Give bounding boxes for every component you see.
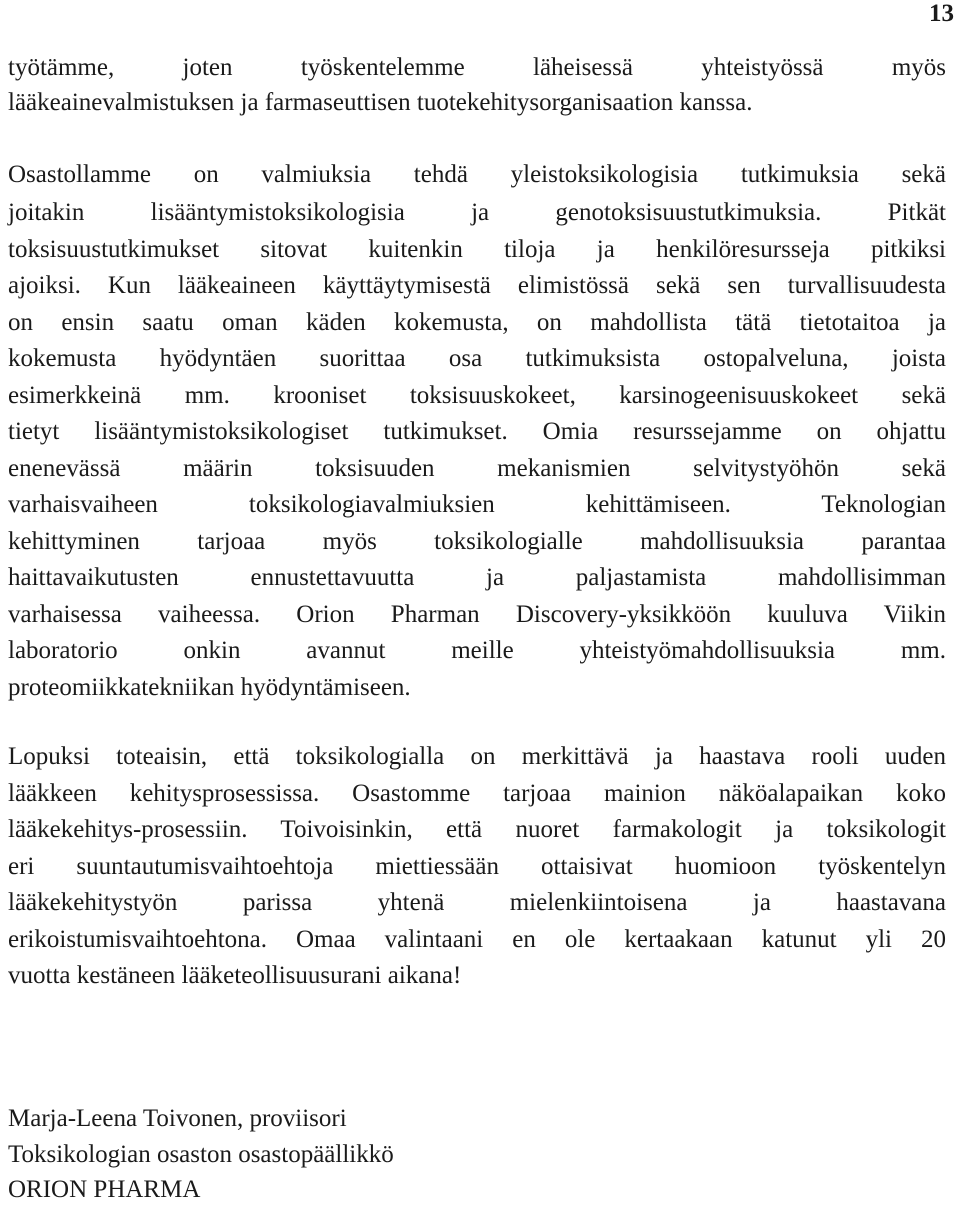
paragraph-line: toksisuustutkimukset sitovat kuitenkin tiloja ja henkilöresursseja pitkiksi — [8, 236, 946, 263]
paragraph-line: varhaisvaiheen toksikologiavalmiuksien kehittämiseen. Teknologian — [8, 491, 946, 518]
paragraph-line: Osastollamme on valmiuksia tehdä yleistoksikologisia tutkimuksia sekä — [8, 161, 946, 188]
paragraph-line: laboratorio onkin avannut meille yhteistyömahdollisuuksia mm. — [8, 637, 946, 664]
paragraph-line: työtämme, joten työskentelemme läheisessä yhteistyössä myös — [8, 54, 946, 81]
signature-company: ORION PHARMA — [8, 1176, 201, 1203]
paragraph-line: lääkkeen kehitysprosessissa. Osastomme tarjoaa mainion näköalapaikan koko — [8, 780, 946, 807]
paragraph-line: kokemusta hyödyntäen suorittaa osa tutkimuksista ostopalveluna, joista — [8, 345, 946, 372]
paragraph-line: vuotta kestäneen lääketeollisuusurani aikana! — [8, 962, 462, 989]
paragraph-line: proteomiikkatekniikan hyödyntämiseen. — [8, 674, 411, 701]
page-number: 13 — [929, 0, 954, 27]
paragraph-line: joitakin lisääntymistoksikologisia ja genotoksisuustutkimuksia. Pitkät — [8, 199, 946, 226]
paragraph-line: haittavaikutusten ennustettavuutta ja paljastamista mahdollisimman — [8, 564, 946, 591]
paragraph-line: esimerkkeinä mm. krooniset toksisuuskokeet, karsinogeenisuuskokeet sekä — [8, 382, 946, 409]
paragraph-line: lääkekehitystyön parissa yhtenä mielenkiintoisena ja haastavana — [8, 889, 946, 916]
paragraph-line: varhaisessa vaiheessa. Orion Pharman Discovery-yksikköön kuuluva Viikin — [8, 601, 946, 628]
signature-name: Marja-Leena Toivonen, proviisori — [8, 1105, 347, 1132]
paragraph-line: Lopuksi toteaisin, että toksikologialla on merkittävä ja haastava rooli uuden — [8, 743, 946, 770]
paragraph-line: kehittyminen tarjoaa myös toksikologialle mahdollisuuksia parantaa — [8, 528, 946, 555]
paragraph-line: eri suuntautumisvaihtoehtoja miettiessään ottaisivat huomioon työskentelyn — [8, 853, 946, 880]
signature-title: Toksikologian osaston osastopäällikkö — [8, 1141, 394, 1168]
paragraph-line: on ensin saatu oman käden kokemusta, on mahdollista tätä tietotaitoa ja — [8, 309, 946, 336]
paragraph-line: tietyt lisääntymistoksikologiset tutkimukset. Omia resurssejamme on ohjattu — [8, 418, 946, 445]
paragraph-line: lääkekehitys-prosessiin. Toivoisinkin, että nuoret farmakologit ja toksikologit — [8, 816, 946, 843]
paragraph-line: ajoiksi. Kun lääkeaineen käyttäytymisestä elimistössä sekä sen turvallisuudesta — [8, 272, 946, 299]
paragraph-line: lääkeainevalmistuksen ja farmaseuttisen tuotekehitysorganisaation kanssa. — [8, 89, 753, 116]
paragraph-line: enenevässä määrin toksisuuden mekanismien selvitystyöhön sekä — [8, 455, 946, 482]
paragraph-line: erikoistumisvaihtoehtona. Omaa valintaani en ole kertaakaan katunut yli 20 — [8, 926, 946, 953]
